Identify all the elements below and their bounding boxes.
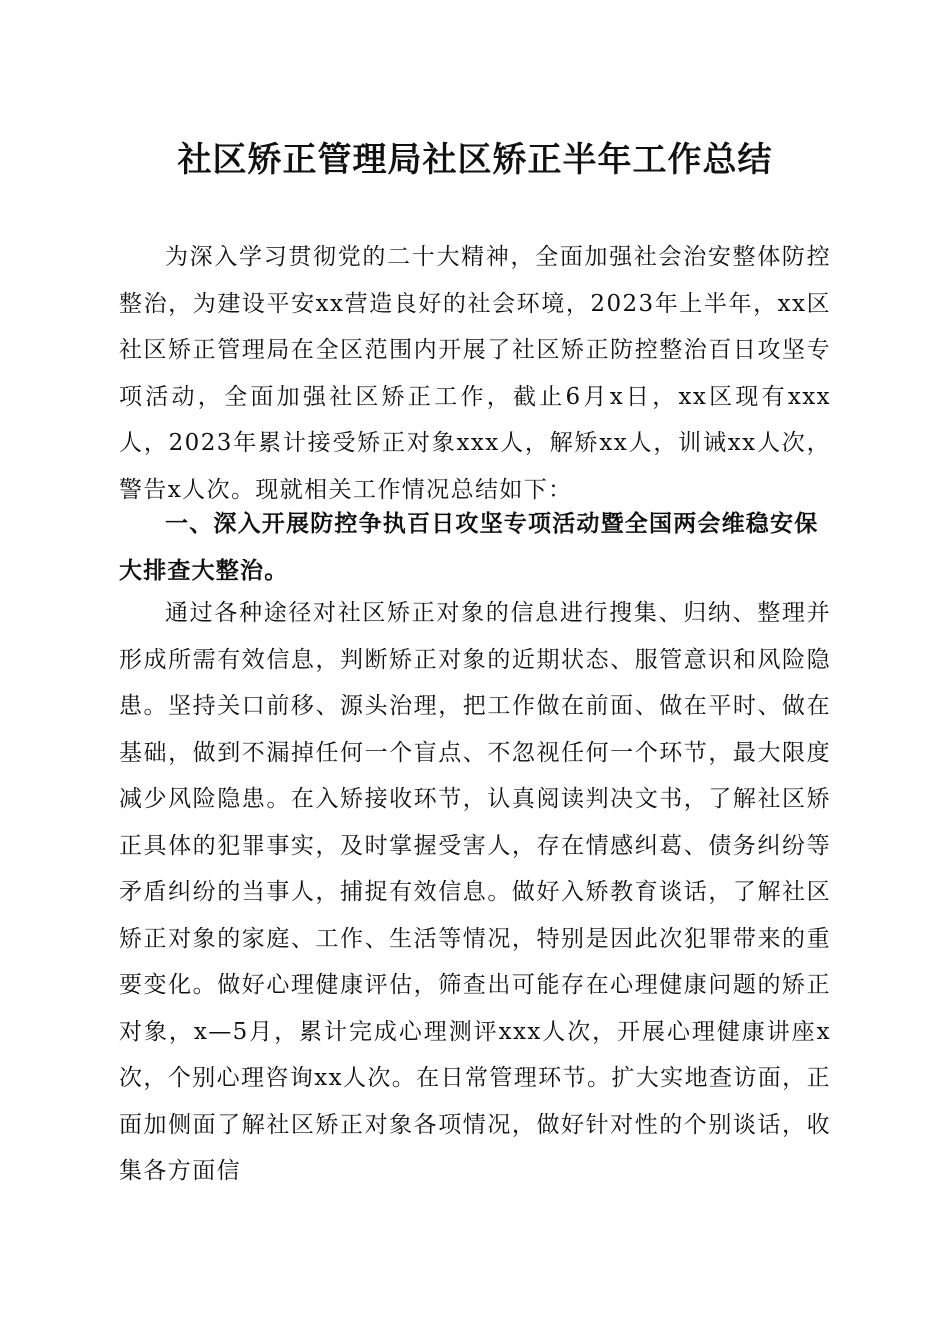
section-one-paragraph: 通过各种途径对社区矫正对象的信息进行搜集、归纳、整理并形成所需有效信息，判断矫正对象的近期状态、服管意识和风险隐患。坚持关口前移、源头治理，把工作做在前面、做在平时、做在基础，做到不漏掉任何一个盲点、不忽视任何一个环节，最大限度减少风险隐患。在入矫接收环节，认真阅读判决文书，了解社区矫正具体的犯罪事实，及时掌握受害人，存在情感纠葛、债务纠纷等矛盾纠纷的当事人，捕捉有效信息。做好入矫教育谈话，了解社区矫正对象的家庭、工作、生活等情况，特别是因此次犯罪带来的重要变化。做好心理健康评估，筛查出可能存在心理健康问题的矫正对象，x—5月，累计完成心理测评xxx人次，开展心理健康讲座x次，个别心理咨询xx人次。在日常管理环节。扩大实地查访面，正面加侧面了解社区矫正对象各项情况，做好针对性的个别谈话，收集各方面信 [119,600,831,1184]
section-one-heading: 一、深入开展防控争执百日攻坚专项活动暨全国两会维稳安保大排查大整治。 [119,511,819,584]
intro-paragraph: 为深入学习贯彻党的二十大精神，全面加强社会治安整体防控整治，为建设平安xx营造良好的社会环境，2023年上半年，xx区社区矫正管理局在全区范围内开展了社区矫正防控整治百日攻坚专项活动，全面加强社区矫正工作，截止6月x日，xx区现有xxx人，2023年累计接受矫正对象xxx人，解矫xx人，训诫xx人次，警告x人次。现就相关工作情况总结如下： [119,244,831,503]
document-title: 社区矫正管理局社区矫正半年工作总结 [177,140,773,180]
